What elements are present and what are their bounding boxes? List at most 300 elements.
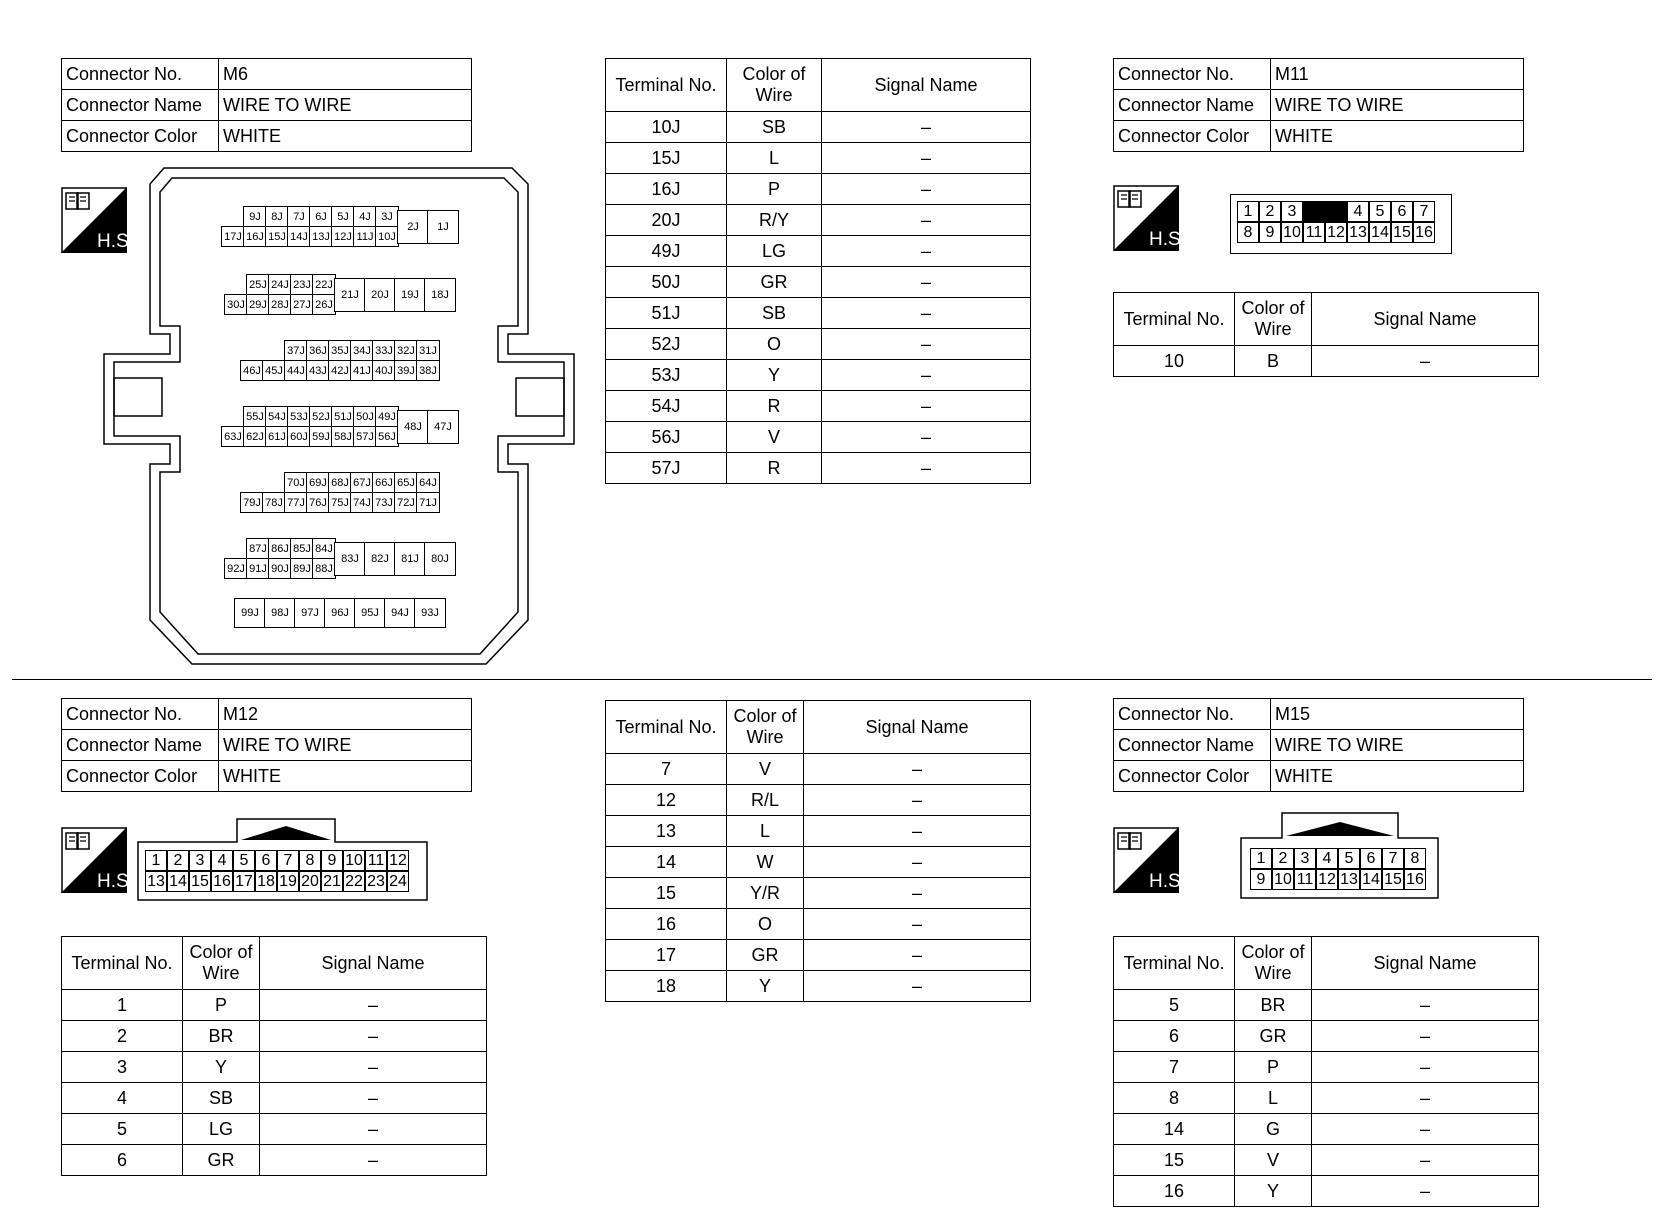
terminal-pin: 14J <box>287 226 311 247</box>
terminal-pin: 48J <box>397 410 429 444</box>
signal-name-cell: – <box>822 143 1031 174</box>
svg-text:H.S.: H.S. <box>1149 229 1186 250</box>
terminal-pin: 57J <box>353 426 377 447</box>
terminal-no-cell: 49J <box>606 236 727 267</box>
terminal-pin: 47J <box>427 410 459 444</box>
terminal-pin: 51J <box>331 406 355 427</box>
terminal-pin: 13J <box>309 226 333 247</box>
wire-color-cell: L <box>727 816 804 847</box>
m6-connector-no: M6 <box>219 59 472 90</box>
m12-connector-no: M12 <box>219 699 472 730</box>
table-row <box>606 453 1031 484</box>
signal-name-cell: – <box>1312 1176 1539 1207</box>
terminal-pin: 11J <box>353 226 377 247</box>
signal-name-cell: – <box>822 422 1031 453</box>
terminal-pin: 21 <box>321 871 343 892</box>
svg-text:H.S.: H.S. <box>97 231 134 252</box>
header-terminal-no: Terminal No. <box>606 59 727 112</box>
table-row <box>1114 1083 1539 1114</box>
signal-name-cell: – <box>1312 1021 1539 1052</box>
terminal-pin: 59J <box>309 426 333 447</box>
m15-terminal-table <box>1113 936 1539 1207</box>
header-signal-name: Signal Name <box>1312 937 1539 990</box>
signal-name-cell: – <box>1312 1083 1539 1114</box>
hs-connector-icon <box>1113 827 1186 893</box>
terminal-pin: 89J <box>290 558 314 579</box>
signal-name-cell: – <box>1312 346 1539 377</box>
wire-color-cell: V <box>727 754 804 785</box>
terminal-pin: 63J <box>221 426 245 447</box>
signal-name-cell: – <box>822 360 1031 391</box>
terminal-pin: 65J <box>394 472 418 493</box>
signal-name-cell: – <box>260 1145 487 1176</box>
terminal-no-cell: 10J <box>606 112 727 143</box>
header-terminal-no: Terminal No. <box>606 701 727 754</box>
m12-connector-name: WIRE TO WIRE <box>219 730 472 761</box>
terminal-pin: 16 <box>1413 222 1435 243</box>
signal-name-cell: – <box>804 909 1031 940</box>
terminal-grid <box>145 850 409 892</box>
wire-color-cell: BR <box>1235 990 1312 1021</box>
terminal-pin: 16J <box>243 226 267 247</box>
terminal-pin: 99J <box>234 598 266 628</box>
signal-name-cell: – <box>822 174 1031 205</box>
terminal-no-cell: 18 <box>606 971 727 1002</box>
terminal-pin: 12 <box>1325 222 1347 243</box>
terminal-pin: 4 <box>211 850 233 871</box>
terminal-pin: 71J <box>416 492 440 513</box>
wire-color-cell: P <box>727 174 822 205</box>
terminal-pin: 4 <box>1316 848 1338 869</box>
terminal-pin: 8 <box>299 850 321 871</box>
terminal-no-cell: 15J <box>606 143 727 174</box>
terminal-pin: 10 <box>343 850 365 871</box>
table-row <box>606 422 1031 453</box>
wire-color-cell: R/Y <box>727 205 822 236</box>
terminal-no-cell: 5 <box>1114 990 1235 1021</box>
terminal-no-cell: 7 <box>1114 1052 1235 1083</box>
terminal-pin: 19J <box>394 278 426 312</box>
terminal-pin: 22 <box>343 871 365 892</box>
m11-connector-color: WHITE <box>1271 121 1524 152</box>
terminal-pin: 22J <box>312 274 336 295</box>
terminal-pin: 24 <box>387 871 409 892</box>
header-signal-name: Signal Name <box>804 701 1031 754</box>
m11-connector-info <box>1113 58 1524 152</box>
label-connector-no: Connector No. <box>62 699 219 730</box>
table-row <box>1114 1052 1539 1083</box>
terminal-pin: 31J <box>416 340 440 361</box>
terminal-pin: 27J <box>290 294 314 315</box>
header-terminal-no: Terminal No. <box>1114 937 1235 990</box>
wire-color-cell: SB <box>183 1083 260 1114</box>
table-row <box>606 785 1031 816</box>
terminal-pin: 32J <box>394 340 418 361</box>
wire-color-cell: V <box>1235 1145 1312 1176</box>
terminal-pin: 91J <box>246 558 270 579</box>
terminal-no-cell: 16 <box>606 909 727 940</box>
terminal-pin: 92J <box>224 558 248 579</box>
terminal-pin: 15 <box>1382 869 1404 890</box>
terminal-no-cell: 20J <box>606 205 727 236</box>
terminal-pin: 55J <box>243 406 267 427</box>
terminal-pin: 64J <box>416 472 440 493</box>
m11-terminal-table <box>1113 292 1539 377</box>
table-row <box>606 205 1031 236</box>
wire-color-cell: GR <box>1235 1021 1312 1052</box>
label-connector-name: Connector Name <box>62 90 219 121</box>
wire-color-cell: V <box>727 422 822 453</box>
signal-name-cell: – <box>804 754 1031 785</box>
terminal-pin: 5 <box>1338 848 1360 869</box>
terminal-pin: 41J <box>350 360 374 381</box>
terminal-no-cell: 16 <box>1114 1176 1235 1207</box>
table-row <box>62 1145 487 1176</box>
terminal-pin: 19 <box>277 871 299 892</box>
terminal-pin: 95J <box>354 598 386 628</box>
wire-color-cell: Y <box>727 360 822 391</box>
signal-name-cell: – <box>1312 1052 1539 1083</box>
terminal-pin: 1 <box>1250 848 1272 869</box>
terminal-pin: 73J <box>372 492 396 513</box>
signal-name-cell: – <box>804 785 1031 816</box>
svg-text:H.S.: H.S. <box>1149 871 1186 892</box>
table-row <box>62 1021 487 1052</box>
terminal-pin: 24J <box>268 274 292 295</box>
table-row <box>606 909 1031 940</box>
signal-name-cell: – <box>1312 1114 1539 1145</box>
label-connector-color: Connector Color <box>1114 121 1271 152</box>
m15-connector-face <box>1240 812 1440 900</box>
label-connector-color: Connector Color <box>62 761 219 792</box>
signal-name-cell: – <box>804 847 1031 878</box>
terminal-pin: 30J <box>224 294 248 315</box>
terminal-pin: 9J <box>243 206 267 227</box>
terminal-pin: 7J <box>287 206 311 227</box>
table-row <box>1114 1021 1539 1052</box>
terminal-no-cell: 15 <box>1114 1145 1235 1176</box>
table-row <box>606 940 1031 971</box>
terminal-pin: 61J <box>265 426 289 447</box>
terminal-pin: 5J <box>331 206 355 227</box>
terminal-pin: 17J <box>221 226 245 247</box>
terminal-pin: 83J <box>334 542 366 576</box>
terminal-pin: 7 <box>1413 201 1435 222</box>
terminal-pin: 8J <box>265 206 289 227</box>
terminal-pin: 28J <box>268 294 292 315</box>
wire-color-cell: Y/R <box>727 878 804 909</box>
terminal-pin: 1 <box>1237 201 1259 222</box>
terminal-pin: 84J <box>312 538 336 559</box>
table-row <box>1114 346 1539 377</box>
table-row <box>606 174 1031 205</box>
m15-connector-name: WIRE TO WIRE <box>1271 730 1524 761</box>
terminal-no-cell: 2 <box>62 1021 183 1052</box>
header-color-of-wire: Color of Wire <box>727 701 804 754</box>
terminal-pin: 66J <box>372 472 396 493</box>
terminal-pin: 9 <box>1250 869 1272 890</box>
m15-connector-no: M15 <box>1271 699 1524 730</box>
terminal-pin: 62J <box>243 426 267 447</box>
signal-name-cell: – <box>804 940 1031 971</box>
signal-name-cell: – <box>1312 990 1539 1021</box>
table-row <box>1114 1145 1539 1176</box>
m11-connector-face <box>1230 194 1452 254</box>
terminal-pin: 42J <box>328 360 352 381</box>
table-row <box>606 329 1031 360</box>
terminal-no-cell: 17 <box>606 940 727 971</box>
terminal-pin: 20J <box>364 278 396 312</box>
table-row <box>606 112 1031 143</box>
terminal-pin: 93J <box>414 598 446 628</box>
terminal-no-cell: 54J <box>606 391 727 422</box>
terminal-pin: 17 <box>233 871 255 892</box>
wire-color-cell: L <box>1235 1083 1312 1114</box>
label-connector-no: Connector No. <box>1114 59 1271 90</box>
wire-color-cell: LG <box>183 1114 260 1145</box>
terminal-pin: 3 <box>1294 848 1316 869</box>
header-signal-name: Signal Name <box>260 937 487 990</box>
terminal-grid <box>1237 201 1435 243</box>
terminal-pin: 3J <box>375 206 399 227</box>
terminal-pin: 9 <box>1259 222 1281 243</box>
terminal-pin: 12J <box>331 226 355 247</box>
terminal-pin: 2 <box>1259 201 1281 222</box>
wire-color-cell: O <box>727 909 804 940</box>
terminal-pin: 3 <box>1281 201 1303 222</box>
signal-name-cell: – <box>822 112 1031 143</box>
terminal-pin: 79J <box>240 492 264 513</box>
m6-connector-face <box>100 166 578 668</box>
table-row <box>606 360 1031 391</box>
terminal-no-cell: 50J <box>606 267 727 298</box>
wire-color-cell: GR <box>727 267 822 298</box>
terminal-pin: 90J <box>268 558 292 579</box>
terminal-no-cell: 6 <box>62 1145 183 1176</box>
signal-name-cell: – <box>260 990 487 1021</box>
terminal-pin: 5 <box>1369 201 1391 222</box>
terminal-pin: 11 <box>365 850 387 871</box>
terminal-pin: 6 <box>1391 201 1413 222</box>
terminal-pin: 2J <box>397 210 429 244</box>
terminal-no-cell: 57J <box>606 453 727 484</box>
wire-color-cell: O <box>727 329 822 360</box>
terminal-pin: 1J <box>427 210 459 244</box>
wire-color-cell: P <box>1235 1052 1312 1083</box>
terminal-pin: 8 <box>1404 848 1426 869</box>
terminal-no-cell: 56J <box>606 422 727 453</box>
terminal-pin: 38J <box>416 360 440 381</box>
terminal-pin: 14 <box>1369 222 1391 243</box>
signal-name-cell: – <box>1312 1145 1539 1176</box>
table-row <box>606 878 1031 909</box>
terminal-no-cell: 13 <box>606 816 727 847</box>
terminal-pin: 49J <box>375 406 399 427</box>
terminal-pin: 13 <box>1347 222 1369 243</box>
wire-color-cell: G <box>1235 1114 1312 1145</box>
terminal-pin: 15 <box>189 871 211 892</box>
wire-color-cell: GR <box>727 940 804 971</box>
label-connector-color: Connector Color <box>62 121 219 152</box>
terminal-pin: 3 <box>189 850 211 871</box>
terminal-pin: 88J <box>312 558 336 579</box>
terminal-pin: 86J <box>268 538 292 559</box>
terminal-pin: 13 <box>145 871 167 892</box>
terminal-pin: 16 <box>211 871 233 892</box>
terminal-pin: 45J <box>262 360 286 381</box>
terminal-pin: 11 <box>1294 869 1316 890</box>
terminal-pin: 18 <box>255 871 277 892</box>
signal-name-cell: – <box>822 329 1031 360</box>
m12-terminal-table-continued <box>605 700 1031 1002</box>
terminal-pin: 37J <box>284 340 308 361</box>
label-connector-name: Connector Name <box>62 730 219 761</box>
terminal-pin: 11 <box>1303 222 1325 243</box>
terminal-no-cell: 51J <box>606 298 727 329</box>
header-color-of-wire: Color of Wire <box>1235 293 1312 346</box>
m12-connector-color: WHITE <box>219 761 472 792</box>
table-row <box>1114 1114 1539 1145</box>
terminal-pin: 67J <box>350 472 374 493</box>
signal-name-cell: – <box>822 453 1031 484</box>
table-row <box>1114 990 1539 1021</box>
terminal-pin: 18J <box>424 278 456 312</box>
table-row <box>62 1114 487 1145</box>
wire-color-cell: LG <box>727 236 822 267</box>
hs-connector-icon <box>61 827 134 893</box>
table-row <box>606 847 1031 878</box>
wire-color-cell: SB <box>727 298 822 329</box>
header-terminal-no: Terminal No. <box>62 937 183 990</box>
terminal-pin: 23 <box>365 871 387 892</box>
terminal-pin: 96J <box>324 598 356 628</box>
wire-color-cell: GR <box>183 1145 260 1176</box>
signal-name-cell: – <box>822 267 1031 298</box>
m6-connector-info <box>61 58 472 152</box>
terminal-pin: 8 <box>1237 222 1259 243</box>
signal-name-cell: – <box>804 878 1031 909</box>
terminal-pin: 14 <box>1360 869 1382 890</box>
signal-name-cell: – <box>260 1083 487 1114</box>
m6-connector-color: WHITE <box>219 121 472 152</box>
terminal-no-cell: 8 <box>1114 1083 1235 1114</box>
terminal-pin: 87J <box>246 538 270 559</box>
wire-color-cell: SB <box>727 112 822 143</box>
wire-color-cell: W <box>727 847 804 878</box>
header-signal-name: Signal Name <box>822 59 1031 112</box>
table-row <box>606 267 1031 298</box>
terminal-pin: 58J <box>331 426 355 447</box>
header-color-of-wire: Color of Wire <box>727 59 822 112</box>
table-row <box>606 143 1031 174</box>
table-row <box>606 236 1031 267</box>
signal-name-cell: – <box>804 971 1031 1002</box>
terminal-pin: 12 <box>387 850 409 871</box>
signal-name-cell: – <box>822 298 1031 329</box>
terminal-no-cell: 6 <box>1114 1021 1235 1052</box>
terminal-no-cell: 52J <box>606 329 727 360</box>
terminal-pin: 39J <box>394 360 418 381</box>
table-row <box>606 816 1031 847</box>
m15-connector-color: WHITE <box>1271 761 1524 792</box>
terminal-pin: 53J <box>287 406 311 427</box>
wire-color-cell: R <box>727 391 822 422</box>
terminal-pin: 70J <box>284 472 308 493</box>
table-row <box>62 1052 487 1083</box>
wire-color-cell: P <box>183 990 260 1021</box>
terminal-pin: 36J <box>306 340 330 361</box>
m15-connector-info <box>1113 698 1524 792</box>
terminal-pin: 78J <box>262 492 286 513</box>
header-terminal-no: Terminal No. <box>1114 293 1235 346</box>
terminal-pin: 74J <box>350 492 374 513</box>
keyway-block <box>1303 201 1347 222</box>
wire-color-cell: Y <box>1235 1176 1312 1207</box>
terminal-pin: 10J <box>375 226 399 247</box>
label-connector-no: Connector No. <box>1114 699 1271 730</box>
m12-connector-info <box>61 698 472 792</box>
terminal-pin: 7 <box>277 850 299 871</box>
terminal-pin: 80J <box>424 542 456 576</box>
wire-color-cell: Y <box>183 1052 260 1083</box>
terminal-pin: 2 <box>1272 848 1294 869</box>
terminal-pin: 76J <box>306 492 330 513</box>
m6-terminal-table <box>605 58 1031 484</box>
terminal-no-cell: 16J <box>606 174 727 205</box>
terminal-pin: 56J <box>375 426 399 447</box>
terminal-pin: 94J <box>384 598 416 628</box>
table-row <box>606 754 1031 785</box>
terminal-pin: 82J <box>364 542 396 576</box>
table-row <box>62 990 487 1021</box>
terminal-pin: 6 <box>1360 848 1382 869</box>
terminal-pin: 6 <box>255 850 277 871</box>
m12-connector-face <box>137 818 429 902</box>
terminal-pin: 25J <box>246 274 270 295</box>
terminal-pin: 60J <box>287 426 311 447</box>
wire-color-cell: BR <box>183 1021 260 1052</box>
m6-connector-name: WIRE TO WIRE <box>219 90 472 121</box>
terminal-pin: 5 <box>233 850 255 871</box>
terminal-pin: 23J <box>290 274 314 295</box>
terminal-pin: 50J <box>353 406 377 427</box>
terminal-pin: 10 <box>1272 869 1294 890</box>
hs-connector-icon <box>1113 185 1186 251</box>
terminal-pin: 10 <box>1281 222 1303 243</box>
terminal-no-cell: 7 <box>606 754 727 785</box>
terminal-pin: 15 <box>1391 222 1413 243</box>
terminal-pin: 29J <box>246 294 270 315</box>
terminal-pin: 54J <box>265 406 289 427</box>
terminal-pin: 97J <box>294 598 326 628</box>
table-row <box>606 298 1031 329</box>
table-row <box>62 1083 487 1114</box>
svg-text:H.S.: H.S. <box>97 871 134 892</box>
signal-name-cell: – <box>822 205 1031 236</box>
m12-terminal-table <box>61 936 487 1176</box>
terminal-pin: 43J <box>306 360 330 381</box>
terminal-no-cell: 15 <box>606 878 727 909</box>
terminal-no-cell: 14 <box>1114 1114 1235 1145</box>
terminal-pin: 81J <box>394 542 426 576</box>
terminal-pin: 52J <box>309 406 333 427</box>
terminal-grid <box>1250 848 1426 890</box>
terminal-no-cell: 3 <box>62 1052 183 1083</box>
terminal-pin: 2 <box>167 850 189 871</box>
terminal-pin: 4J <box>353 206 377 227</box>
terminal-pin: 77J <box>284 492 308 513</box>
signal-name-cell: – <box>822 236 1031 267</box>
